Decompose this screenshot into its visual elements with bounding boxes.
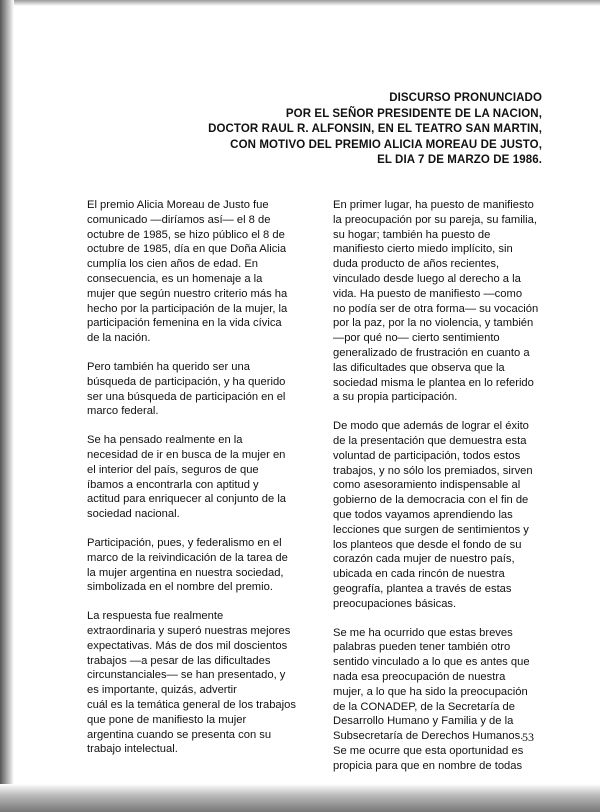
text-line: La respuesta fue realmente bbox=[87, 610, 224, 623]
paragraph bbox=[333, 626, 547, 774]
page-number: 53 bbox=[522, 730, 534, 744]
text-line: por la paz, por la no violencia, y también bbox=[333, 317, 534, 330]
text-line: el interior del país, seguros de que bbox=[87, 463, 259, 476]
scan-edge-bottom bbox=[0, 784, 600, 812]
text-line: cuál es la temática general de los trabajos bbox=[87, 698, 296, 711]
text-line: las dificultades que observa que la bbox=[333, 361, 505, 374]
text-line: actitud para enriquecer al conjunto de la bbox=[87, 493, 287, 506]
scan-edge-top bbox=[0, 0, 600, 6]
text-line: octubre de 1985, se hizo público el 8 de bbox=[87, 228, 285, 241]
scan-edge-left bbox=[0, 0, 14, 812]
text-line: preocupaciones básicas. bbox=[333, 597, 457, 610]
text-line: Se ha pensado realmente en la bbox=[87, 434, 243, 447]
text-line: sociedad misma le plantea en lo referido bbox=[333, 376, 534, 389]
paragraph bbox=[333, 419, 547, 611]
paragraph bbox=[87, 609, 305, 757]
text-line: lecciones que surgen de sentimientos y bbox=[333, 523, 529, 536]
text-line: octubre de 1985, día en que Doña Alicia bbox=[87, 243, 287, 256]
text-line: es importante, quizás, advertir bbox=[87, 684, 237, 697]
paragraph bbox=[87, 198, 305, 346]
text-line: mujer, a lo que ha sido la preocupación bbox=[333, 685, 528, 698]
text-line: voluntad de participación, todos estos bbox=[333, 449, 521, 462]
text-line: vida. Ha puesto de manifiesto —como bbox=[333, 287, 523, 300]
text-line: geografía, plantea a través de estas bbox=[333, 582, 512, 595]
text-line: De modo que además de lograr el éxito bbox=[333, 420, 529, 433]
text-line: participación femenina en la vida cívica bbox=[87, 317, 282, 330]
text-line: simbolizada en el nombre del premio. bbox=[87, 581, 273, 594]
title-line: POR EL SEÑOR PRESIDENTE DE LA NACION, bbox=[285, 107, 542, 120]
text-line: —por qué no— cierto sentimiento bbox=[333, 332, 500, 345]
title-line: DISCURSO PRONUNCIADO bbox=[389, 92, 542, 104]
text-line: Desarrollo Humano y Familia y de la bbox=[333, 715, 514, 728]
text-line: Subsecretaría de Derechos Humanos. bbox=[333, 730, 524, 743]
title-line: EL DIA 7 DE MARZO DE 1986. bbox=[377, 154, 542, 166]
text-line: argentina cuando se presenta con su bbox=[87, 728, 272, 741]
text-line: como asesoramiento indispensable al bbox=[333, 479, 521, 492]
text-line: corazón cada mujer de nuestro país, bbox=[333, 553, 515, 566]
text-line: sociedad nacional. bbox=[87, 508, 180, 521]
right-column bbox=[333, 198, 547, 787]
text-line: búsqueda de participación, y ha querido bbox=[87, 375, 286, 388]
text-line: que pone de manifiesto la mujer bbox=[87, 713, 247, 726]
text-line: Pero también ha querido ser una bbox=[87, 360, 250, 373]
text-line: manifiesto cierto miedo implícito, sin bbox=[333, 243, 513, 256]
text-line: vinculado desde luego al derecho a la bbox=[333, 272, 521, 285]
text-line: que todos vayamos aprendiendo las bbox=[333, 508, 513, 521]
title-line: DOCTOR RAUL R. ALFONSIN, EN EL TEATRO SAN MARTIN, bbox=[208, 123, 542, 135]
text-line: a su propia participación. bbox=[333, 391, 458, 404]
text-line: cumplía los cien años de edad. En bbox=[87, 258, 259, 271]
text-line: circunstanciales— se han presentado, y bbox=[87, 669, 286, 682]
text-line: de la CONADEP, de la Secretaría de bbox=[333, 700, 515, 713]
paragraph bbox=[333, 198, 547, 405]
text-line: la mujer argentina en nuestra sociedad, bbox=[87, 566, 284, 579]
text-line: sentido vinculado a lo que es antes que bbox=[333, 656, 530, 669]
text-line: comunicado —diríamos así— el 8 de bbox=[87, 213, 271, 226]
text-line: Se me ha ocurrido que estas breves bbox=[333, 626, 513, 639]
text-line: íbamos a encontrarla con aptitud y bbox=[87, 478, 259, 491]
text-line: extraordinaria y superó nuestras mejores bbox=[87, 624, 291, 637]
text-line: marco federal. bbox=[87, 405, 159, 418]
text-line: palabras pueden tener también otro bbox=[333, 641, 511, 654]
text-line: necesidad de ir en busca de la mujer en bbox=[87, 448, 286, 461]
speech-title bbox=[142, 91, 542, 169]
text-line: no podía ser de otra forma— su vocación bbox=[333, 302, 539, 315]
text-line: nada esa preocupación de nuestra bbox=[333, 670, 506, 683]
text-line: generalizado de frustración en cuanto a bbox=[333, 346, 530, 359]
text-line: Se me ocurre que esta oportunidad es bbox=[333, 744, 524, 757]
text-line: trabajo intelectual. bbox=[87, 743, 178, 756]
text-line: la preocupación por su pareja, su familia, bbox=[333, 213, 537, 226]
text-line: de la presentación que demuestra esta bbox=[333, 434, 527, 447]
paragraph bbox=[87, 536, 305, 595]
text-line: En primer lugar, ha puesto de manifiesto bbox=[333, 199, 534, 211]
text-line: los planteos que desde el fondo de su bbox=[333, 538, 522, 551]
text-line: gobierno de la democracia con el fin de bbox=[333, 494, 529, 507]
text-line: ser una búsqueda de participación en el bbox=[87, 390, 286, 403]
text-line: El premio Alicia Moreau de Justo fue bbox=[87, 199, 269, 211]
paragraph bbox=[87, 433, 305, 522]
text-line: mujer que según nuestro criterio más ha bbox=[87, 287, 288, 300]
text-line: trabajos —a pesar de las dificultades bbox=[87, 654, 271, 667]
text-line: su hogar; también ha puesto de bbox=[333, 228, 491, 241]
text-line: duda producto de años recientes, bbox=[333, 258, 500, 271]
text-line: de la nación. bbox=[87, 332, 151, 345]
title-line: CON MOTIVO DEL PREMIO ALICIA MOREAU DE JUSTO, bbox=[230, 138, 542, 151]
text-line: trabajos, y no sólo los premiados, sirven bbox=[333, 464, 533, 477]
text-line: expectativas. Más de dos mil doscientos bbox=[87, 639, 288, 652]
text-line: propicia para que en nombre de todas bbox=[333, 759, 523, 772]
paragraph bbox=[87, 360, 305, 419]
text-line: consecuencia, es un homenaje a la bbox=[87, 272, 263, 285]
text-line: Participación, pues, y federalismo en el bbox=[87, 536, 282, 549]
text-line: ubicada en cada rincón de nuestra bbox=[333, 568, 505, 581]
text-line: marco de la reivindicación de la tarea de bbox=[87, 551, 288, 564]
text-line: hecho por la participación de la mujer, la bbox=[87, 302, 288, 315]
left-column bbox=[87, 198, 305, 771]
